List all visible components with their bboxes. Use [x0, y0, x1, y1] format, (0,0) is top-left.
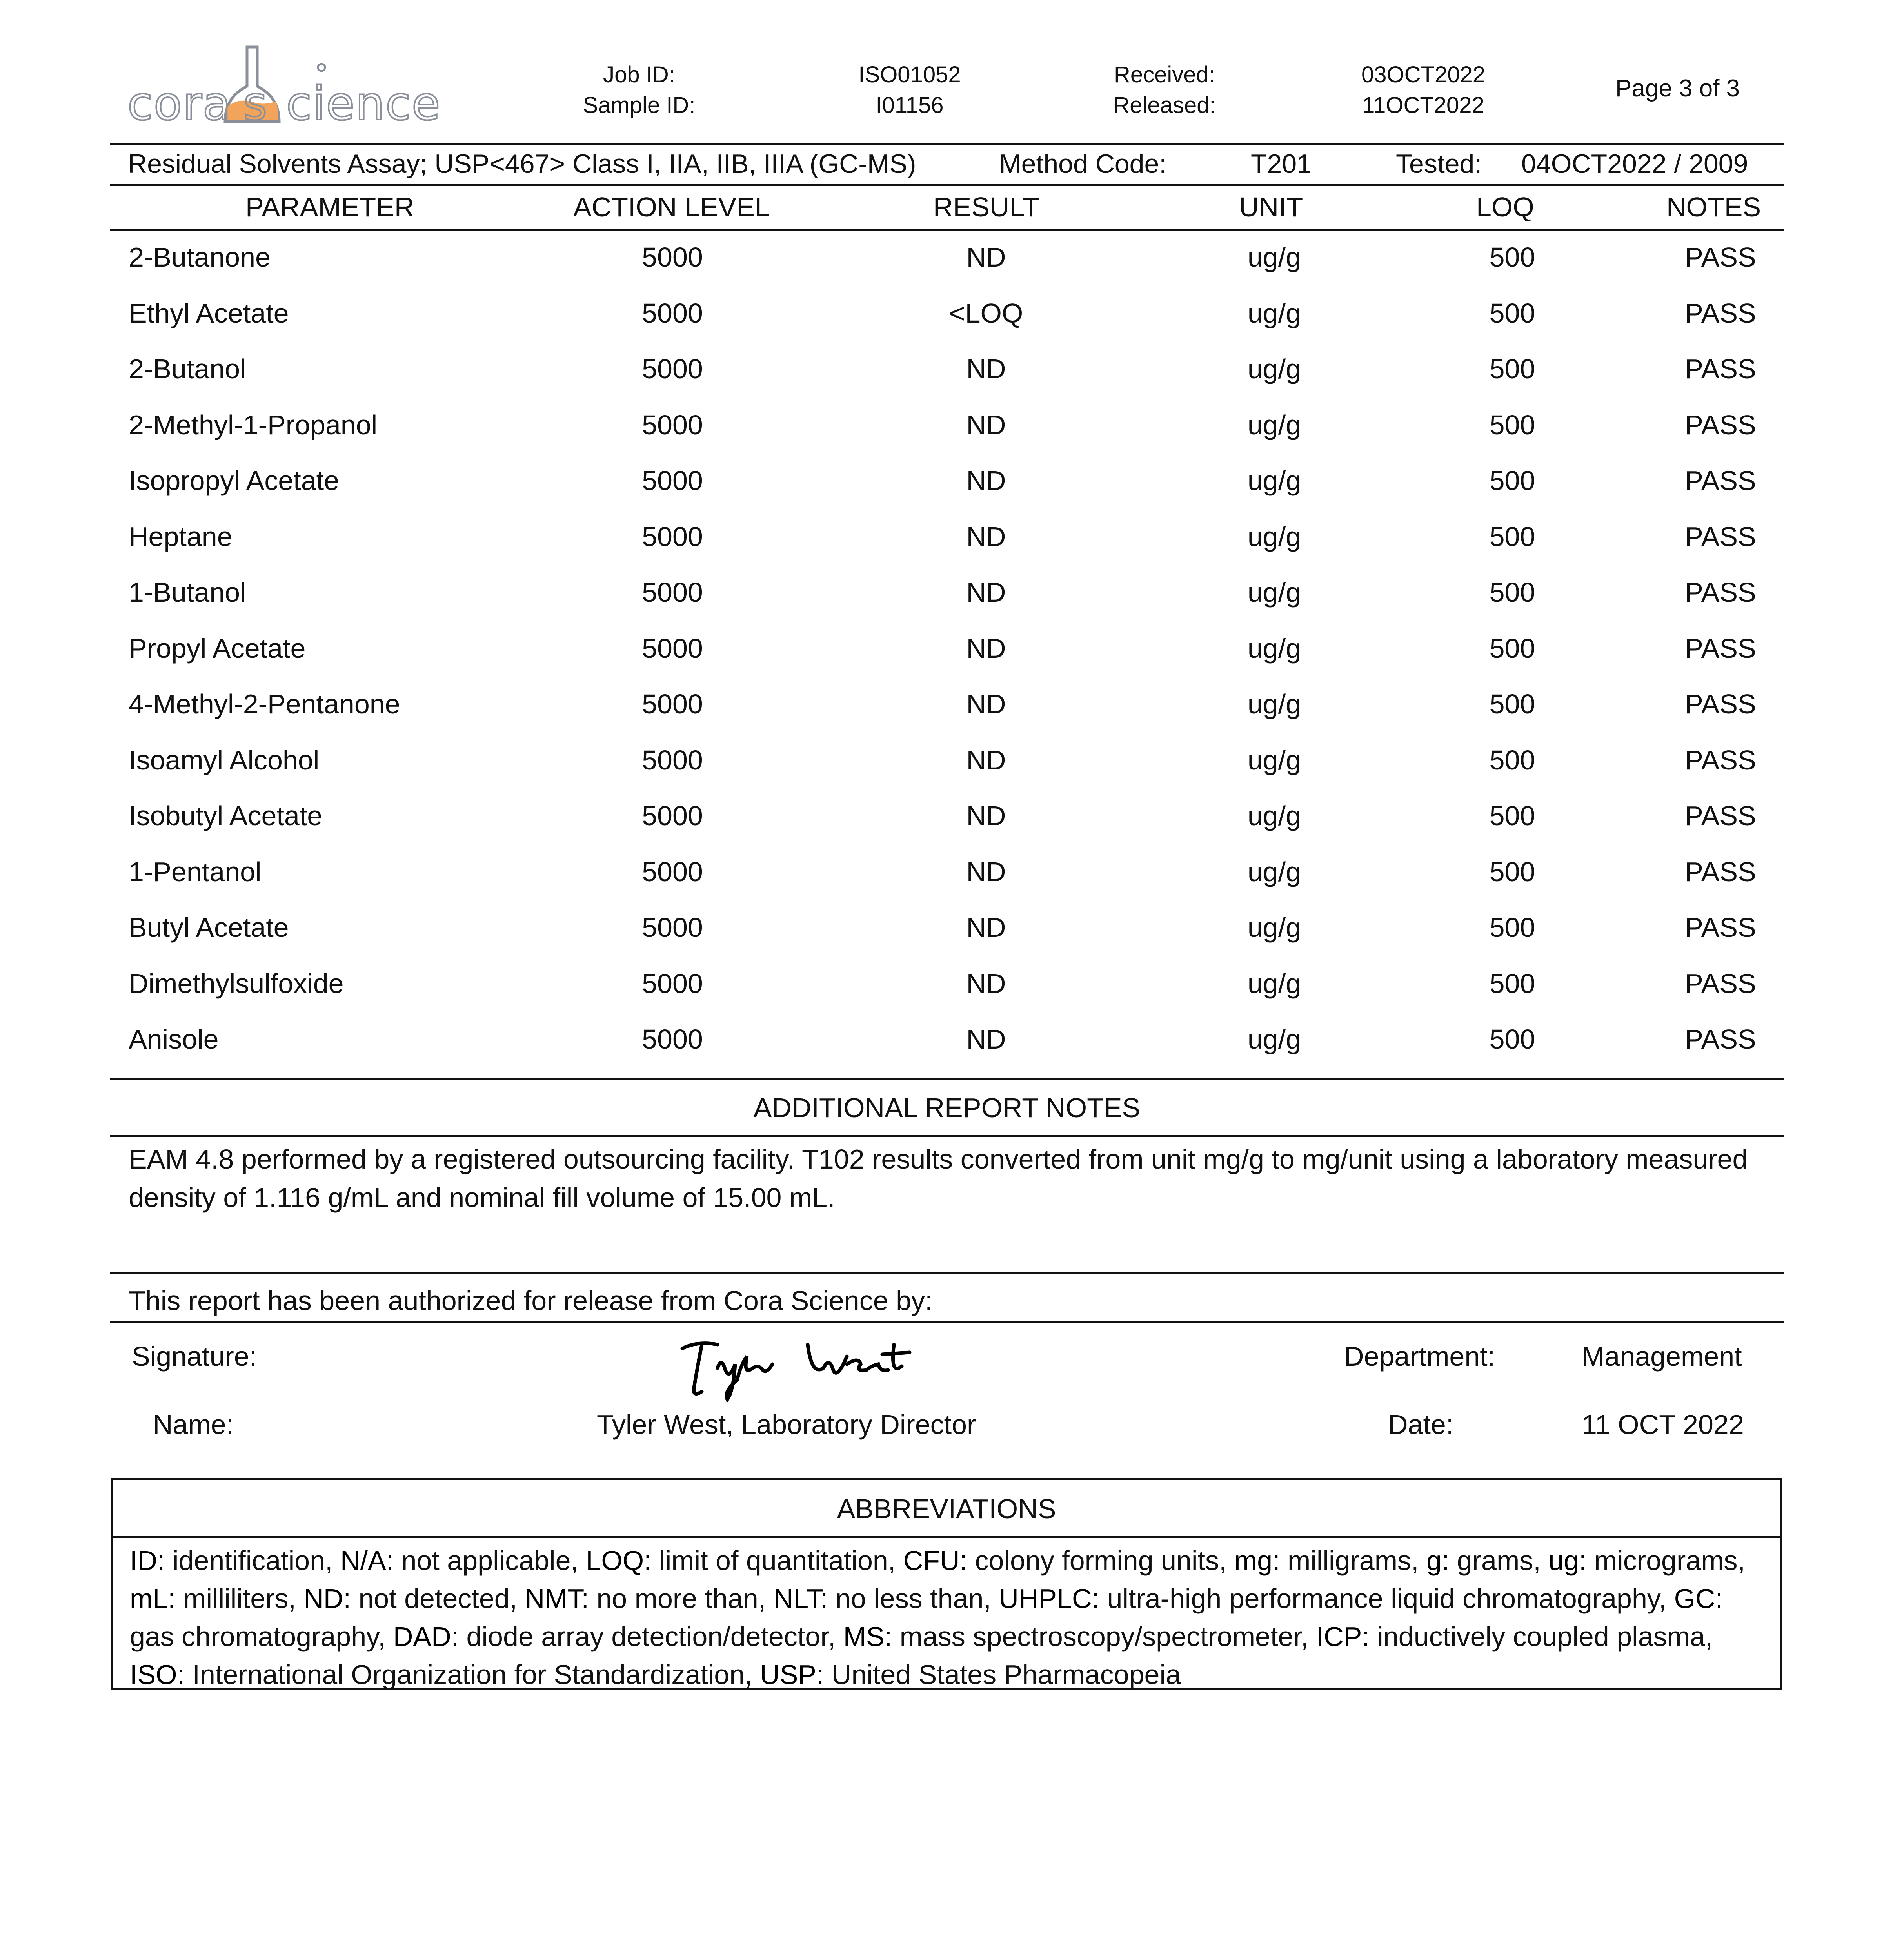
table-row — [110, 457, 1784, 513]
authorization-statement: This report has been authorized for release from Cora Science by: — [129, 1285, 933, 1316]
svg-text:cience: cience — [286, 76, 441, 131]
table-row — [110, 290, 1784, 346]
cell-parameter: 4-Methyl-2-Pentanone — [129, 689, 400, 719]
cell-notes: PASS — [1685, 744, 1756, 775]
cell-action-level: 5000 — [642, 354, 703, 384]
abbr-key: ID: — [130, 1545, 165, 1576]
abbr-value: diode array detection/detector, — [459, 1621, 843, 1652]
cell-parameter: Heptane — [129, 521, 233, 552]
abbr-key: mg: — [1234, 1545, 1280, 1576]
cell-parameter: Anisole — [129, 1024, 219, 1054]
cell-result: ND — [966, 744, 1006, 775]
notes-top-rule — [110, 1078, 1784, 1080]
notes-title-rule — [110, 1135, 1784, 1137]
cell-result: ND — [966, 633, 1006, 664]
abbr-key: NLT: — [773, 1583, 828, 1614]
signature-label: Signature: — [132, 1341, 257, 1372]
table-row — [110, 234, 1784, 290]
cell-notes: PASS — [1685, 521, 1756, 552]
header-result: RESULT — [933, 192, 1039, 222]
cell-notes: PASS — [1685, 689, 1756, 719]
table-row — [110, 569, 1784, 625]
svg-text:cora: cora — [127, 76, 232, 131]
abbr-value: identification, — [165, 1545, 340, 1576]
cora-science-logo — [125, 39, 447, 141]
cell-loq: 500 — [1489, 800, 1535, 831]
cell-notes: PASS — [1685, 409, 1756, 440]
cell-parameter: Isoamyl Alcohol — [129, 744, 320, 775]
cell-parameter: Isopropyl Acetate — [129, 465, 339, 496]
abbreviations-box — [111, 1478, 1782, 1690]
table-row — [110, 848, 1784, 904]
department-label: Department: — [1344, 1341, 1495, 1372]
table-row — [110, 681, 1784, 737]
cell-notes: PASS — [1685, 298, 1756, 328]
cell-action-level: 5000 — [642, 633, 703, 664]
abbr-key: CFU: — [903, 1545, 968, 1576]
cell-loq: 500 — [1489, 298, 1535, 328]
table-row — [110, 792, 1784, 848]
cell-loq: 500 — [1489, 856, 1535, 887]
table-row — [110, 345, 1784, 401]
cell-loq: 500 — [1489, 465, 1535, 496]
header-parameter: PARAMETER — [245, 192, 414, 222]
cell-result: ND — [966, 800, 1006, 831]
cell-parameter: 2-Butanol — [129, 354, 246, 384]
cell-action-level: 5000 — [642, 409, 703, 440]
abbreviations-text — [130, 1542, 1761, 1694]
header-action-level: ACTION LEVEL — [573, 192, 770, 222]
abbr-key: MS: — [843, 1621, 892, 1652]
job-labels — [553, 60, 725, 121]
cell-notes: PASS — [1685, 633, 1756, 664]
cell-parameter: Propyl Acetate — [129, 633, 306, 664]
cell-unit: ug/g — [1247, 354, 1301, 384]
abbr-key: LOQ: — [586, 1545, 652, 1576]
cell-result: ND — [966, 521, 1006, 552]
abbreviations-title: ABBREVIATIONS — [113, 1480, 1780, 1538]
cell-loq: 500 — [1489, 968, 1535, 999]
abbr-key: GC: — [1674, 1583, 1723, 1614]
date-labels — [1090, 60, 1239, 121]
abbr-value: milliliters, — [175, 1583, 304, 1614]
auth-bottom-rule — [110, 1321, 1784, 1323]
cell-action-level: 5000 — [642, 521, 703, 552]
cell-result: ND — [966, 409, 1006, 440]
abbr-key: NMT: — [525, 1583, 589, 1614]
tested-label: Tested: — [1396, 149, 1482, 179]
table-header-rule — [110, 229, 1784, 231]
department-value: Management — [1582, 1341, 1742, 1372]
cell-notes: PASS — [1685, 912, 1756, 943]
name-value: Tyler West, Laboratory Director — [597, 1409, 976, 1440]
cell-loq: 500 — [1489, 577, 1535, 608]
abbr-key: ICP: — [1316, 1621, 1370, 1652]
header-notes: NOTES — [1666, 192, 1761, 222]
cell-unit: ug/g — [1247, 577, 1301, 608]
abbr-value: not applicable, — [394, 1545, 586, 1576]
cell-unit: ug/g — [1247, 409, 1301, 440]
header-unit: UNIT — [1239, 192, 1303, 222]
header-loq: LOQ — [1476, 192, 1534, 222]
cell-loq: 500 — [1489, 1024, 1535, 1054]
cell-notes: PASS — [1685, 465, 1756, 496]
additional-notes-text: EAM 4.8 performed by a registered outsourcing facility. T102 results converted from unit mg/g to mg/unit using a laboratory measured density of 1.116 g/mL and nominal fill volume of 15.00 mL. — [129, 1144, 1748, 1213]
cell-unit: ug/g — [1247, 689, 1301, 719]
results-table-body — [110, 234, 1784, 1072]
abbr-key: DAD: — [393, 1621, 459, 1652]
assay-title: Residual Solvents Assay; USP<467> Class I, IIA, IIB, IIIA (GC-MS) — [128, 149, 916, 179]
cell-result: ND — [966, 689, 1006, 719]
cell-notes: PASS — [1685, 577, 1756, 608]
abbr-key: ND: — [303, 1583, 351, 1614]
date-value: 11 OCT 2022 — [1582, 1409, 1744, 1440]
table-row — [110, 904, 1784, 960]
svg-text:s: s — [243, 76, 267, 131]
cell-result: ND — [966, 856, 1006, 887]
page-number: Page 3 of 3 — [1615, 75, 1740, 102]
table-row — [110, 625, 1784, 681]
sample-id-value: I01156 — [876, 93, 944, 118]
cell-notes: PASS — [1685, 1024, 1756, 1054]
cell-action-level: 5000 — [642, 856, 703, 887]
table-row — [110, 1016, 1784, 1072]
cell-action-level: 5000 — [642, 1024, 703, 1054]
cell-parameter: 1-Butanol — [129, 577, 246, 608]
cell-result: ND — [966, 912, 1006, 943]
cell-parameter: Isobutyl Acetate — [129, 800, 323, 831]
cell-loq: 500 — [1489, 912, 1535, 943]
cell-action-level: 5000 — [642, 800, 703, 831]
cell-loq: 500 — [1489, 744, 1535, 775]
cell-unit: ug/g — [1247, 242, 1301, 272]
cell-result: ND — [966, 968, 1006, 999]
cell-loq: 500 — [1489, 689, 1535, 719]
method-code-label: Method Code: — [999, 149, 1167, 179]
cell-notes: PASS — [1685, 242, 1756, 272]
cell-parameter: Butyl Acetate — [129, 912, 289, 943]
cell-parameter: Ethyl Acetate — [129, 298, 289, 328]
cell-unit: ug/g — [1247, 298, 1301, 328]
received-date: 03OCT2022 — [1361, 62, 1485, 87]
released-date: 11OCT2022 — [1362, 93, 1484, 118]
abbr-key: N/A: — [340, 1545, 394, 1576]
job-id-label: Job ID: — [603, 62, 675, 87]
table-row — [110, 513, 1784, 569]
abbr-value: mass spectroscopy/spectrometer, — [892, 1621, 1316, 1652]
job-values — [835, 60, 984, 121]
cell-loq: 500 — [1489, 409, 1535, 440]
date-values — [1349, 60, 1498, 121]
cell-parameter: 2-Butanone — [129, 242, 271, 272]
auth-top-rule — [110, 1272, 1784, 1274]
cell-loq: 500 — [1489, 242, 1535, 272]
abbr-value: colony forming units, — [967, 1545, 1234, 1576]
abbr-value: limit of quantitation, — [651, 1545, 903, 1576]
date-label: Date: — [1388, 1409, 1454, 1440]
cell-unit: ug/g — [1247, 856, 1301, 887]
cell-action-level: 5000 — [642, 577, 703, 608]
abbr-key: mL: — [130, 1583, 176, 1614]
cell-unit: ug/g — [1247, 968, 1301, 999]
cell-unit: ug/g — [1247, 521, 1301, 552]
cell-notes: PASS — [1685, 354, 1756, 384]
cell-action-level: 5000 — [642, 912, 703, 943]
table-row — [110, 401, 1784, 457]
cell-action-level: 5000 — [642, 744, 703, 775]
cell-unit: ug/g — [1247, 744, 1301, 775]
cell-unit: ug/g — [1247, 800, 1301, 831]
method-code-value: T201 — [1251, 149, 1312, 179]
abbr-value: International Organization for Standardization, — [185, 1659, 760, 1690]
cell-unit: ug/g — [1247, 912, 1301, 943]
signature-image — [674, 1333, 917, 1403]
cell-result: ND — [966, 242, 1006, 272]
tested-value: 04OCT2022 / 2009 — [1521, 149, 1748, 179]
abbr-value: United States Pharmacopeia — [824, 1659, 1181, 1690]
cell-action-level: 5000 — [642, 689, 703, 719]
abbr-key: g: — [1426, 1545, 1450, 1576]
job-id-value: ISO01052 — [858, 62, 961, 87]
cell-loq: 500 — [1489, 354, 1535, 384]
table-row — [110, 960, 1784, 1016]
abbr-value: gas chromatography, — [130, 1621, 393, 1652]
method-bottom-rule — [110, 184, 1784, 186]
cell-parameter: 2-Methyl-1-Propanol — [129, 409, 378, 440]
abbr-key: UHPLC: — [999, 1583, 1100, 1614]
cell-action-level: 5000 — [642, 298, 703, 328]
abbr-value: milligrams, — [1280, 1545, 1426, 1576]
cell-result: ND — [966, 354, 1006, 384]
sample-id-label: Sample ID: — [583, 93, 696, 118]
abbr-value: not detected, — [351, 1583, 525, 1614]
additional-notes-title: ADDITIONAL REPORT NOTES — [753, 1093, 1141, 1123]
cell-result: <LOQ — [949, 298, 1023, 328]
cell-action-level: 5000 — [642, 465, 703, 496]
cell-notes: PASS — [1685, 800, 1756, 831]
table-row — [110, 737, 1784, 793]
cell-loq: 500 — [1489, 521, 1535, 552]
cell-unit: ug/g — [1247, 465, 1301, 496]
abbr-key: ISO: — [130, 1659, 185, 1690]
abbr-value: no more than, — [589, 1583, 774, 1614]
cell-parameter: 1-Pentanol — [129, 856, 262, 887]
cell-notes: PASS — [1685, 856, 1756, 887]
cell-result: ND — [966, 1024, 1006, 1054]
cell-result: ND — [966, 577, 1006, 608]
abbr-value: micrograms, — [1586, 1545, 1745, 1576]
abbr-value: no less than, — [828, 1583, 999, 1614]
cell-action-level: 5000 — [642, 968, 703, 999]
abbr-key: USP: — [760, 1659, 824, 1690]
abbr-value: inductively coupled plasma, — [1369, 1621, 1713, 1652]
cell-action-level: 5000 — [642, 242, 703, 272]
abbr-value: grams, — [1449, 1545, 1549, 1576]
cell-parameter: Dimethylsulfoxide — [129, 968, 344, 999]
cell-loq: 500 — [1489, 633, 1535, 664]
received-label: Received: — [1114, 62, 1215, 87]
abbr-value: ultra-high performance liquid chromatography, — [1099, 1583, 1674, 1614]
cell-result: ND — [966, 465, 1006, 496]
cell-unit: ug/g — [1247, 1024, 1301, 1054]
name-label: Name: — [153, 1409, 234, 1440]
cell-notes: PASS — [1685, 968, 1756, 999]
released-label: Released: — [1113, 93, 1216, 118]
cell-unit: ug/g — [1247, 633, 1301, 664]
abbr-key: ug: — [1548, 1545, 1587, 1576]
